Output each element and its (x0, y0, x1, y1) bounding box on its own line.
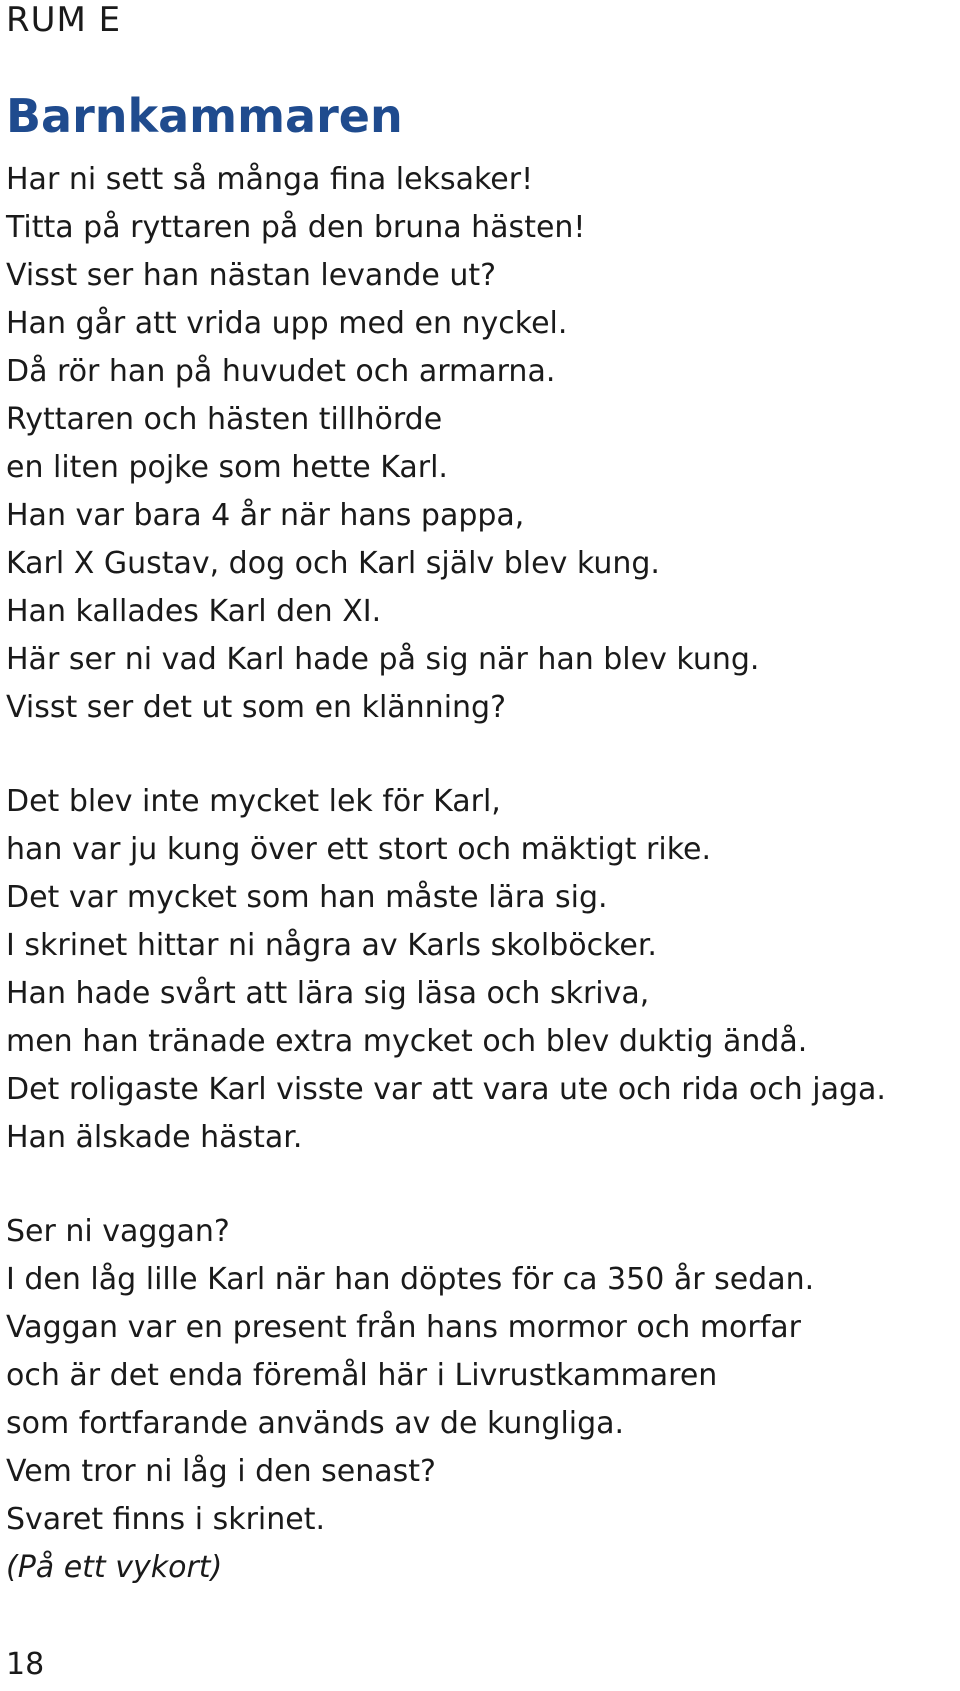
text-line: Det var mycket som han måste lära sig. (6, 880, 608, 915)
text-line: Ryttaren och hästen tillhörde (6, 402, 443, 437)
text-line: Här ser ni vad Karl hade på sig när han blev kung. (6, 642, 760, 677)
text-line: I den låg lille Karl när han döptes för ca 350 år sedan. (6, 1262, 815, 1297)
text-line: Svaret finns i skrinet. (6, 1502, 326, 1537)
text-line: Han kallades Karl den XI. (6, 594, 382, 629)
text-line: en liten pojke som hette Karl. (6, 450, 448, 485)
text-line: Visst ser han nästan levande ut? (6, 258, 497, 293)
text-line: Ser ni vaggan? (6, 1214, 230, 1249)
text-line: Visst ser det ut som en klänning? (6, 690, 507, 725)
text-line: men han tränade extra mycket och blev duktig ändå. (6, 1024, 808, 1059)
text-line: Titta på ryttaren på den bruna hästen! (6, 210, 586, 245)
text-line: Karl X Gustav, dog och Karl själv blev kung. (6, 546, 660, 581)
text-line: I skrinet hittar ni några av Karls skolböcker. (6, 928, 657, 963)
text-line: Vem tror ni låg i den senast? (6, 1454, 436, 1489)
body-text (6, 156, 956, 1592)
text-line: Han älskade hästar. (6, 1120, 303, 1155)
text-line: Vaggan var en present från hans mormor och morfar (6, 1310, 802, 1345)
paragraph-gap (6, 732, 956, 778)
paragraph-gap (6, 1162, 956, 1208)
page-number: 18 (6, 1647, 45, 1682)
text-line: Har ni sett så många fina leksaker! (6, 162, 534, 197)
postcard-note: (På ett vykort) (6, 1550, 223, 1585)
text-line: Han var bara 4 år när hans pappa, (6, 498, 525, 533)
text-line: Det blev inte mycket lek för Karl, (6, 784, 501, 819)
text-line: Då rör han på huvudet och armarna. (6, 354, 556, 389)
text-line: och är det enda föremål här i Livrustkammaren (6, 1358, 718, 1393)
room-label: RUM E (6, 0, 122, 40)
page-title: Barnkammaren (6, 89, 403, 143)
text-line: Han går att vrida upp med en nyckel. (6, 306, 568, 341)
text-line: Det roligaste Karl visste var att vara ute och rida och jaga. (6, 1072, 886, 1107)
text-line: Han hade svårt att lära sig läsa och skriva, (6, 976, 650, 1011)
text-line: han var ju kung över ett stort och mäktigt rike. (6, 832, 712, 867)
text-line: som fortfarande används av de kungliga. (6, 1406, 625, 1441)
